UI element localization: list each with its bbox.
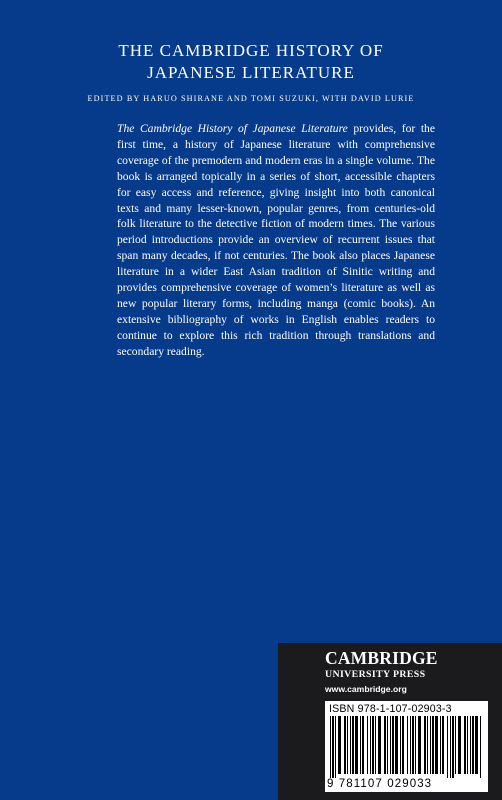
barcode-bar xyxy=(370,716,371,774)
barcode-digits: 9 781107 029033 xyxy=(327,778,433,790)
barcode-box xyxy=(325,701,488,792)
barcode-bar xyxy=(432,716,434,774)
barcode-bar xyxy=(464,716,466,774)
barcode-bar xyxy=(392,716,394,774)
barcode-bar xyxy=(344,716,346,774)
barcode-bar xyxy=(435,716,438,774)
book-title-line-1: THE CAMBRIDGE HISTORY OF xyxy=(118,41,384,60)
book-title xyxy=(0,40,502,84)
barcode-bar xyxy=(362,716,364,774)
barcode-bar xyxy=(410,716,411,774)
barcode-bar xyxy=(400,716,401,774)
publisher-url: www.cambridge.org xyxy=(325,684,407,694)
barcode-bar xyxy=(418,716,421,774)
barcode-bar xyxy=(378,716,381,774)
barcode-bar xyxy=(367,716,368,774)
publisher-name: CAMBRIDGE xyxy=(325,648,438,668)
barcode-bar xyxy=(467,716,468,774)
barcode-bar xyxy=(407,716,408,774)
barcode-bar xyxy=(350,716,351,774)
barcode-bar xyxy=(384,716,386,774)
barcode-bar xyxy=(455,716,456,774)
barcode-bar xyxy=(332,716,334,778)
barcode-bar xyxy=(472,716,474,774)
isbn-label: ISBN 978-1-107-02903-3 xyxy=(329,703,452,715)
barcode-bar xyxy=(352,716,354,774)
barcode-bar xyxy=(360,716,361,774)
book-description xyxy=(117,121,435,360)
barcode-bar xyxy=(427,716,428,774)
barcode-bar xyxy=(450,716,451,778)
barcode-bar xyxy=(480,716,481,778)
barcode-bar xyxy=(412,716,414,774)
barcode-bar xyxy=(390,716,391,774)
barcode-bar xyxy=(372,716,374,774)
barcode-bar xyxy=(335,716,336,778)
barcode-bar xyxy=(440,716,441,774)
barcode-bar xyxy=(442,716,444,774)
editors-credit: EDITED BY HARUO SHIRANE AND TOMI SUZUKI, WITH DAVID LURIE xyxy=(87,94,415,103)
barcode-bar xyxy=(475,716,478,774)
barcode-bar xyxy=(347,716,348,774)
publisher-subtitle: UNIVERSITY PRESS xyxy=(325,669,426,680)
barcode-icon xyxy=(328,716,485,778)
barcode-bar xyxy=(415,716,416,774)
barcode-bar xyxy=(458,716,461,774)
barcode-bar xyxy=(452,716,454,778)
barcode-bar xyxy=(470,716,471,774)
barcode-bar xyxy=(402,716,404,774)
barcode-bar xyxy=(395,716,398,774)
barcode-bar xyxy=(338,716,341,774)
book-description-title: The Cambridge History of Japanese Literature xyxy=(117,122,348,135)
book-description-body: provides, for the first time, a history of Japanese literature with comprehensive coverage of the premodern and modern eras in a single volume. The book is arranged topically in a series of short, accessible chapters for easy access and reference, giving insight into both canonical texts and many lesser-known, popular genres, from centuries-old folk literature to the detective fiction of modern times. The various period introductions provide an overview of recurrent issues that span many decades, if not centuries. The book also places Japanese literature in a wider East Asian tradition of Sinitic writing and provides comprehensive coverage of women’s literature as well as new popular literary forms, including manga (comic books). An extensive bibliography of works in English enables readers to continue to explore this rich tradition through translations and secondary reading. xyxy=(117,122,435,358)
barcode-bar xyxy=(375,716,376,774)
barcode-bar xyxy=(430,716,431,774)
barcode-bar xyxy=(387,716,388,774)
book-title-line-2: JAPANESE LITERATURE xyxy=(147,63,355,82)
barcode-bar xyxy=(447,716,448,778)
barcode-bar xyxy=(330,716,331,778)
barcode-bar xyxy=(355,716,358,774)
barcode-bar xyxy=(424,716,426,774)
